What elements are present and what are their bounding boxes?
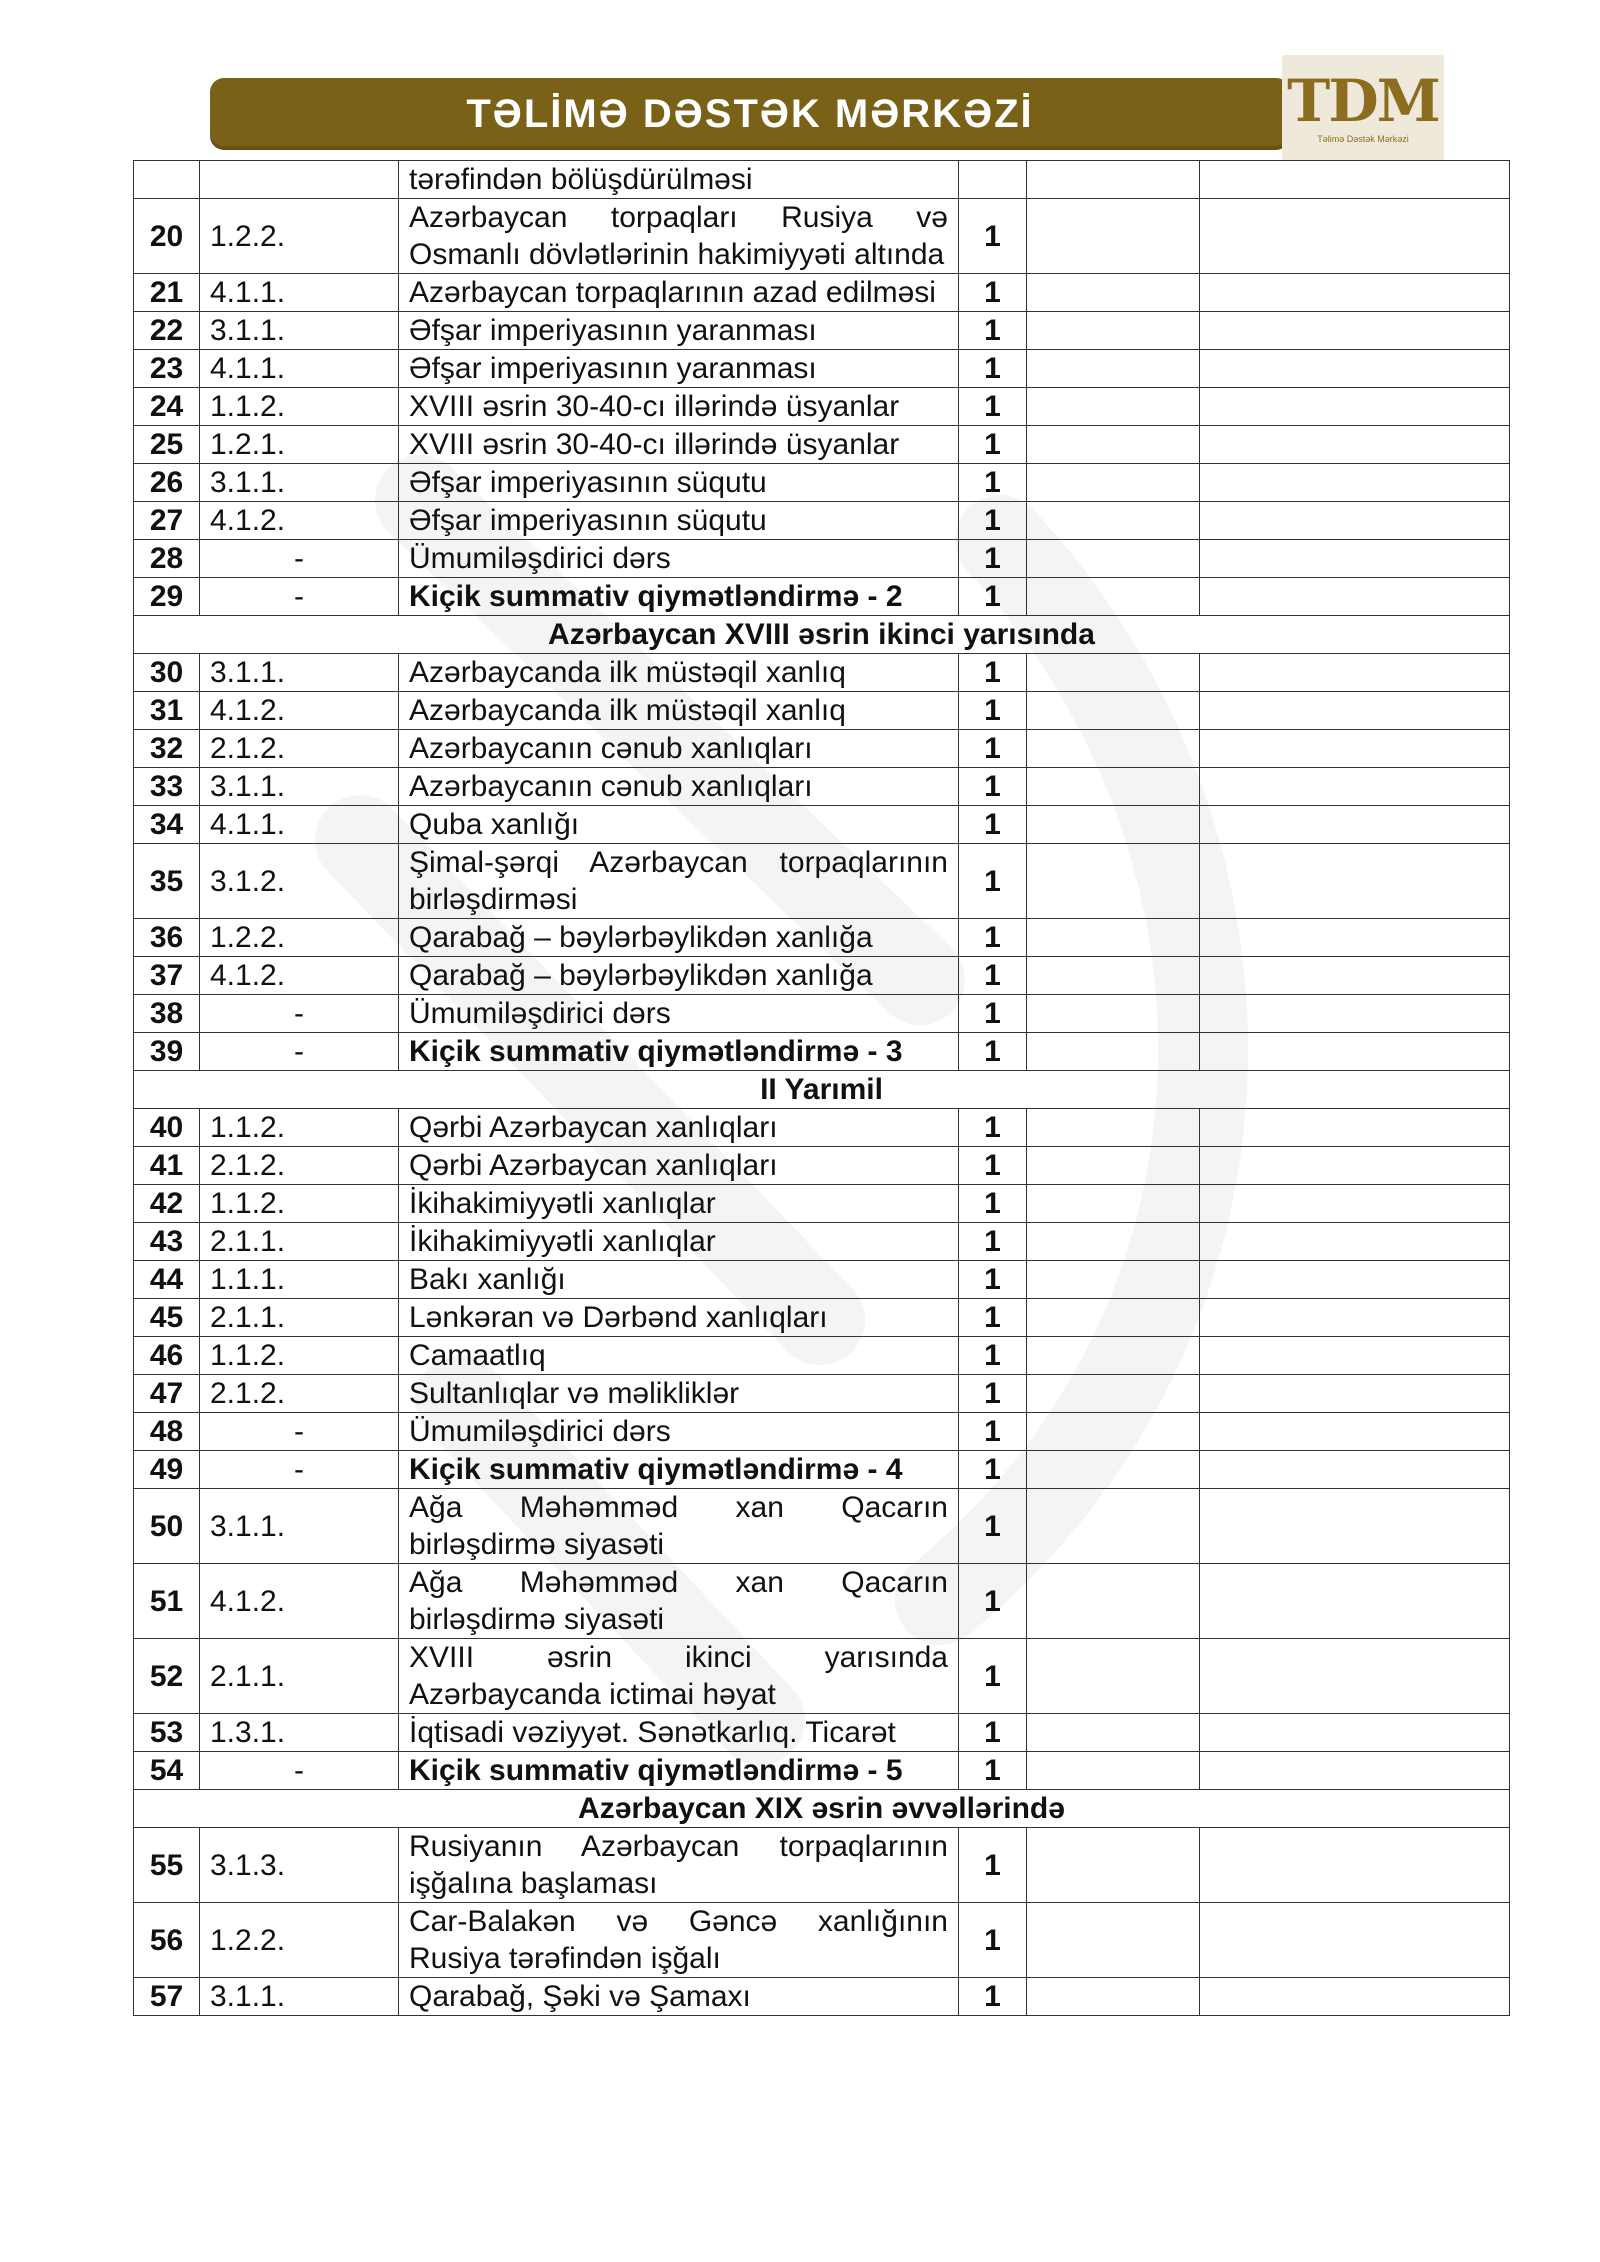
table-row [134, 919, 1510, 957]
topic-cell: XVIII əsrin 30-40-cı illərində üsyanlar [399, 388, 959, 426]
lesson-number-cell: 33 [134, 768, 200, 806]
topic-cell: Sultanlıqlar və məlikliklər [399, 1375, 959, 1413]
standard-code-cell: 4.1.2. [200, 502, 399, 540]
lesson-number-cell: 32 [134, 730, 200, 768]
date-cell [1027, 806, 1200, 844]
note-cell [1200, 161, 1510, 199]
hours-cell: 1 [959, 1978, 1027, 2016]
note-cell [1200, 1714, 1510, 1752]
table-row [134, 654, 1510, 692]
lesson-number-cell: 46 [134, 1337, 200, 1375]
date-cell [1027, 654, 1200, 692]
standard-code-cell: 1.1.2. [200, 1185, 399, 1223]
note-cell [1200, 1337, 1510, 1375]
lesson-number-cell: 52 [134, 1639, 200, 1714]
table-row [134, 1714, 1510, 1752]
date-cell [1027, 464, 1200, 502]
date-cell [1027, 844, 1200, 919]
table-row [134, 995, 1510, 1033]
topic-cell: Azərbaycanın cənub xanlıqları [399, 730, 959, 768]
note-cell [1200, 1752, 1510, 1790]
hours-cell: 1 [959, 1639, 1027, 1714]
standard-code-cell: 4.1.1. [200, 806, 399, 844]
date-cell [1027, 1413, 1200, 1451]
lesson-number-cell: 34 [134, 806, 200, 844]
table-row [134, 1752, 1510, 1790]
hours-cell: 1 [959, 1147, 1027, 1185]
lesson-number-cell: 56 [134, 1903, 200, 1978]
section-title: II Yarımil [134, 1071, 1510, 1109]
hours-cell: 1 [959, 1261, 1027, 1299]
table-row [134, 578, 1510, 616]
topic-cell: Kiçik summativ qiymətləndirmə - 4 [399, 1451, 959, 1489]
note-cell [1200, 844, 1510, 919]
date-cell [1027, 388, 1200, 426]
table-row [134, 1147, 1510, 1185]
section-header-row [134, 1790, 1510, 1828]
date-cell [1027, 1147, 1200, 1185]
topic-cell: Kiçik summativ qiymətləndirmə - 5 [399, 1752, 959, 1790]
date-cell [1027, 1261, 1200, 1299]
hours-cell: 1 [959, 1185, 1027, 1223]
standard-code-cell: 1.2.1. [200, 426, 399, 464]
standard-code-cell: 1.3.1. [200, 1714, 399, 1752]
hours-cell: 1 [959, 1109, 1027, 1147]
hours-cell: 1 [959, 919, 1027, 957]
topic-cell: Qarabağ, Şəki və Şamaxı [399, 1978, 959, 2016]
note-cell [1200, 1299, 1510, 1337]
note-cell [1200, 388, 1510, 426]
hours-cell: 1 [959, 844, 1027, 919]
hours-cell [959, 161, 1027, 199]
hours-cell: 1 [959, 995, 1027, 1033]
hours-cell: 1 [959, 578, 1027, 616]
lesson-number-cell: 43 [134, 1223, 200, 1261]
note-cell [1200, 919, 1510, 957]
date-cell [1027, 161, 1200, 199]
table-row [134, 199, 1510, 274]
lesson-number-cell: 37 [134, 957, 200, 995]
lesson-number-cell: 25 [134, 426, 200, 464]
date-cell [1027, 274, 1200, 312]
note-cell [1200, 350, 1510, 388]
lesson-number-cell: 28 [134, 540, 200, 578]
date-cell [1027, 578, 1200, 616]
lesson-number-cell: 50 [134, 1489, 200, 1564]
note-cell [1200, 1903, 1510, 1978]
date-cell [1027, 1185, 1200, 1223]
table-row [134, 1033, 1510, 1071]
hours-cell: 1 [959, 199, 1027, 274]
topic-cell: XVIII əsrin ikinci yarısında Azərbaycanda ictimai həyat [399, 1639, 959, 1714]
section-header-row [134, 616, 1510, 654]
date-cell [1027, 199, 1200, 274]
topic-cell: Qərbi Azərbaycan xanlıqları [399, 1109, 959, 1147]
lesson-number-cell: 48 [134, 1413, 200, 1451]
note-cell [1200, 730, 1510, 768]
topic-cell: Əfşar imperiyasının yaranması [399, 312, 959, 350]
standard-code-cell: 1.1.2. [200, 1337, 399, 1375]
hours-cell: 1 [959, 1375, 1027, 1413]
lesson-number-cell [134, 161, 200, 199]
hours-cell: 1 [959, 350, 1027, 388]
lesson-number-cell: 45 [134, 1299, 200, 1337]
standard-code-cell: 3.1.1. [200, 312, 399, 350]
table-row [134, 1413, 1510, 1451]
table-row [134, 1299, 1510, 1337]
hours-cell: 1 [959, 768, 1027, 806]
hours-cell: 1 [959, 502, 1027, 540]
date-cell [1027, 502, 1200, 540]
lesson-number-cell: 42 [134, 1185, 200, 1223]
lesson-number-cell: 30 [134, 654, 200, 692]
table-row [134, 540, 1510, 578]
table-row [134, 1337, 1510, 1375]
note-cell [1200, 502, 1510, 540]
topic-cell: Car-Balakən və Gəncə xanlığının Rusiya tərəfindən işğalı [399, 1903, 959, 1978]
date-cell [1027, 426, 1200, 464]
hours-cell: 1 [959, 464, 1027, 502]
date-cell [1027, 1752, 1200, 1790]
standard-code-cell: - [200, 1413, 399, 1451]
header-title: TƏLİMƏ DƏSTƏK MƏRKƏZİ [466, 91, 1034, 136]
standard-code-cell: 3.1.1. [200, 464, 399, 502]
lesson-number-cell: 53 [134, 1714, 200, 1752]
standard-code-cell: 2.1.2. [200, 730, 399, 768]
table-row [134, 312, 1510, 350]
section-title: Azərbaycan XIX əsrin əvvəllərində [134, 1790, 1510, 1828]
lesson-number-cell: 36 [134, 919, 200, 957]
standard-code-cell: 4.1.2. [200, 957, 399, 995]
date-cell [1027, 1639, 1200, 1714]
lesson-number-cell: 49 [134, 1451, 200, 1489]
standard-code-cell: 3.1.1. [200, 654, 399, 692]
standard-code-cell [200, 161, 399, 199]
table-row [134, 1261, 1510, 1299]
note-cell [1200, 692, 1510, 730]
table-row [134, 768, 1510, 806]
hours-cell: 1 [959, 1033, 1027, 1071]
note-cell [1200, 1978, 1510, 2016]
table-row [134, 1903, 1510, 1978]
topic-cell: Qarabağ – bəylərbəylikdən xanlığa [399, 919, 959, 957]
table-row [134, 502, 1510, 540]
topic-cell: Quba xanlığı [399, 806, 959, 844]
standard-code-cell: 4.1.2. [200, 692, 399, 730]
standard-code-cell: 2.1.2. [200, 1147, 399, 1185]
date-cell [1027, 1375, 1200, 1413]
lesson-number-cell: 22 [134, 312, 200, 350]
lesson-number-cell: 35 [134, 844, 200, 919]
topic-cell: Camaatlıq [399, 1337, 959, 1375]
topic-cell: İkihakimiyyətli xanlıqlar [399, 1223, 959, 1261]
date-cell [1027, 957, 1200, 995]
logo-subtitle: Təlimə Dəstək Mərkəzi [1317, 133, 1409, 144]
table-row [134, 1978, 1510, 2016]
table-row [134, 730, 1510, 768]
note-cell [1200, 1413, 1510, 1451]
standard-code-cell: 2.1.1. [200, 1223, 399, 1261]
hours-cell: 1 [959, 1337, 1027, 1375]
lesson-number-cell: 23 [134, 350, 200, 388]
hours-cell: 1 [959, 1903, 1027, 1978]
section-title: Azərbaycan XVIII əsrin ikinci yarısında [134, 616, 1510, 654]
note-cell [1200, 1147, 1510, 1185]
topic-cell: Bakı xanlığı [399, 1261, 959, 1299]
date-cell [1027, 1223, 1200, 1261]
lesson-number-cell: 54 [134, 1752, 200, 1790]
standard-code-cell: 3.1.2. [200, 844, 399, 919]
topic-cell: Ağa Məhəmməd xan Qacarın birləşdirmə siyasəti [399, 1564, 959, 1639]
table-row [134, 957, 1510, 995]
lesson-number-cell: 29 [134, 578, 200, 616]
topic-cell: Ümumiləşdirici dərs [399, 540, 959, 578]
lesson-number-cell: 27 [134, 502, 200, 540]
note-cell [1200, 1223, 1510, 1261]
hours-cell: 1 [959, 1299, 1027, 1337]
note-cell [1200, 1564, 1510, 1639]
lesson-number-cell: 44 [134, 1261, 200, 1299]
date-cell [1027, 768, 1200, 806]
hours-cell: 1 [959, 957, 1027, 995]
topic-cell: Ümumiləşdirici dərs [399, 995, 959, 1033]
lesson-plan-table [133, 160, 1510, 2016]
standard-code-cell: 1.1.1. [200, 1261, 399, 1299]
date-cell [1027, 1451, 1200, 1489]
header-banner [210, 78, 1290, 150]
lesson-number-cell: 26 [134, 464, 200, 502]
standard-code-cell: 3.1.3. [200, 1828, 399, 1903]
date-cell [1027, 1489, 1200, 1564]
topic-cell: Azərbaycan torpaqlarının azad edilməsi [399, 274, 959, 312]
date-cell [1027, 312, 1200, 350]
standard-code-cell: 3.1.1. [200, 768, 399, 806]
table-row [134, 1639, 1510, 1714]
lesson-number-cell: 51 [134, 1564, 200, 1639]
lesson-number-cell: 38 [134, 995, 200, 1033]
table-row [134, 161, 1510, 199]
topic-cell: Ümumiləşdirici dərs [399, 1413, 959, 1451]
topic-cell: Əfşar imperiyasının süqutu [399, 502, 959, 540]
date-cell [1027, 919, 1200, 957]
tdm-logo [1282, 55, 1444, 160]
standard-code-cell: 1.1.2. [200, 388, 399, 426]
table-row [134, 1828, 1510, 1903]
hours-cell: 1 [959, 1489, 1027, 1564]
standard-code-cell: 4.1.1. [200, 274, 399, 312]
lesson-number-cell: 40 [134, 1109, 200, 1147]
date-cell [1027, 1828, 1200, 1903]
note-cell [1200, 540, 1510, 578]
standard-code-cell: 1.2.2. [200, 1903, 399, 1978]
hours-cell: 1 [959, 1714, 1027, 1752]
topic-cell: Azərbaycanda ilk müstəqil xanlıq [399, 692, 959, 730]
topic-cell: Şimal-şərqi Azərbaycan torpaqlarının birləşdirməsi [399, 844, 959, 919]
lesson-number-cell: 41 [134, 1147, 200, 1185]
hours-cell: 1 [959, 1752, 1027, 1790]
note-cell [1200, 578, 1510, 616]
lesson-number-cell: 55 [134, 1828, 200, 1903]
standard-code-cell: 4.1.1. [200, 350, 399, 388]
standard-code-cell: 2.1.1. [200, 1639, 399, 1714]
note-cell [1200, 768, 1510, 806]
topic-cell: İkihakimiyyətli xanlıqlar [399, 1185, 959, 1223]
table-row [134, 806, 1510, 844]
table-row [134, 274, 1510, 312]
topic-cell: İqtisadi vəziyyət. Sənətkarlıq. Ticarət [399, 1714, 959, 1752]
date-cell [1027, 1978, 1200, 2016]
hours-cell: 1 [959, 388, 1027, 426]
lesson-number-cell: 20 [134, 199, 200, 274]
table-row [134, 692, 1510, 730]
lesson-number-cell: 57 [134, 1978, 200, 2016]
date-cell [1027, 1564, 1200, 1639]
hours-cell: 1 [959, 730, 1027, 768]
note-cell [1200, 274, 1510, 312]
date-cell [1027, 1337, 1200, 1375]
section-header-row [134, 1071, 1510, 1109]
standard-code-cell: 4.1.2. [200, 1564, 399, 1639]
date-cell [1027, 730, 1200, 768]
date-cell [1027, 692, 1200, 730]
date-cell [1027, 1714, 1200, 1752]
note-cell [1200, 1639, 1510, 1714]
lesson-number-cell: 31 [134, 692, 200, 730]
note-cell [1200, 1185, 1510, 1223]
hours-cell: 1 [959, 1828, 1027, 1903]
note-cell [1200, 1489, 1510, 1564]
standard-code-cell: 2.1.2. [200, 1375, 399, 1413]
standard-code-cell: 1.2.2. [200, 919, 399, 957]
standard-code-cell: 1.2.2. [200, 199, 399, 274]
topic-cell: Əfşar imperiyasının süqutu [399, 464, 959, 502]
table-row [134, 1185, 1510, 1223]
topic-cell: Qərbi Azərbaycan xanlıqları [399, 1147, 959, 1185]
standard-code-cell: - [200, 1752, 399, 1790]
date-cell [1027, 1109, 1200, 1147]
topic-cell: Lənkəran və Dərbənd xanlıqları [399, 1299, 959, 1337]
topic-cell: Azərbaycanın cənub xanlıqları [399, 768, 959, 806]
note-cell [1200, 995, 1510, 1033]
topic-cell: Azərbaycan torpaqları Rusiya və Osmanlı dövlətlərinin hakimiyyəti altında [399, 199, 959, 274]
hours-cell: 1 [959, 274, 1027, 312]
hours-cell: 1 [959, 312, 1027, 350]
topic-cell: Kiçik summativ qiymətləndirmə - 3 [399, 1033, 959, 1071]
topic-cell: Qarabağ – bəylərbəylikdən xanlığa [399, 957, 959, 995]
hours-cell: 1 [959, 806, 1027, 844]
table-row [134, 350, 1510, 388]
hours-cell: 1 [959, 540, 1027, 578]
standard-code-cell: 3.1.1. [200, 1489, 399, 1564]
note-cell [1200, 199, 1510, 274]
lesson-plan-body [134, 161, 1510, 2016]
table-row [134, 1489, 1510, 1564]
note-cell [1200, 957, 1510, 995]
lesson-number-cell: 24 [134, 388, 200, 426]
topic-cell: Kiçik summativ qiymətləndirmə - 2 [399, 578, 959, 616]
note-cell [1200, 1033, 1510, 1071]
standard-code-cell: 2.1.1. [200, 1299, 399, 1337]
standard-code-cell: - [200, 1033, 399, 1071]
date-cell [1027, 540, 1200, 578]
note-cell [1200, 1451, 1510, 1489]
table-row [134, 1564, 1510, 1639]
hours-cell: 1 [959, 654, 1027, 692]
table-row [134, 464, 1510, 502]
hours-cell: 1 [959, 1223, 1027, 1261]
date-cell [1027, 350, 1200, 388]
standard-code-cell: 1.1.2. [200, 1109, 399, 1147]
logo-text: TDM [1287, 66, 1439, 135]
lesson-number-cell: 47 [134, 1375, 200, 1413]
standard-code-cell: - [200, 578, 399, 616]
note-cell [1200, 426, 1510, 464]
hours-cell: 1 [959, 1564, 1027, 1639]
hours-cell: 1 [959, 1413, 1027, 1451]
lesson-number-cell: 39 [134, 1033, 200, 1071]
note-cell [1200, 1261, 1510, 1299]
standard-code-cell: - [200, 1451, 399, 1489]
note-cell [1200, 312, 1510, 350]
date-cell [1027, 1903, 1200, 1978]
topic-cell: Ağa Məhəmməd xan Qacarın birləşdirmə siyasəti [399, 1489, 959, 1564]
note-cell [1200, 806, 1510, 844]
table-row [134, 1223, 1510, 1261]
note-cell [1200, 654, 1510, 692]
note-cell [1200, 1375, 1510, 1413]
date-cell [1027, 1033, 1200, 1071]
table-row [134, 1375, 1510, 1413]
note-cell [1200, 464, 1510, 502]
standard-code-cell: - [200, 540, 399, 578]
topic-cell: XVIII əsrin 30-40-cı illərində üsyanlar [399, 426, 959, 464]
table-row [134, 426, 1510, 464]
hours-cell: 1 [959, 692, 1027, 730]
topic-cell: Azərbaycanda ilk müstəqil xanlıq [399, 654, 959, 692]
note-cell [1200, 1109, 1510, 1147]
hours-cell: 1 [959, 426, 1027, 464]
note-cell [1200, 1828, 1510, 1903]
hours-cell: 1 [959, 1451, 1027, 1489]
table-row [134, 1109, 1510, 1147]
table-row [134, 1451, 1510, 1489]
topic-cell: Əfşar imperiyasının yaranması [399, 350, 959, 388]
table-row [134, 388, 1510, 426]
date-cell [1027, 995, 1200, 1033]
standard-code-cell: 3.1.1. [200, 1978, 399, 2016]
table-row [134, 844, 1510, 919]
topic-cell: tərəfindən bölüşdürülməsi [399, 161, 959, 199]
topic-cell: Rusiyanın Azərbaycan torpaqlarının işğalına başlaması [399, 1828, 959, 1903]
date-cell [1027, 1299, 1200, 1337]
standard-code-cell: - [200, 995, 399, 1033]
lesson-number-cell: 21 [134, 274, 200, 312]
